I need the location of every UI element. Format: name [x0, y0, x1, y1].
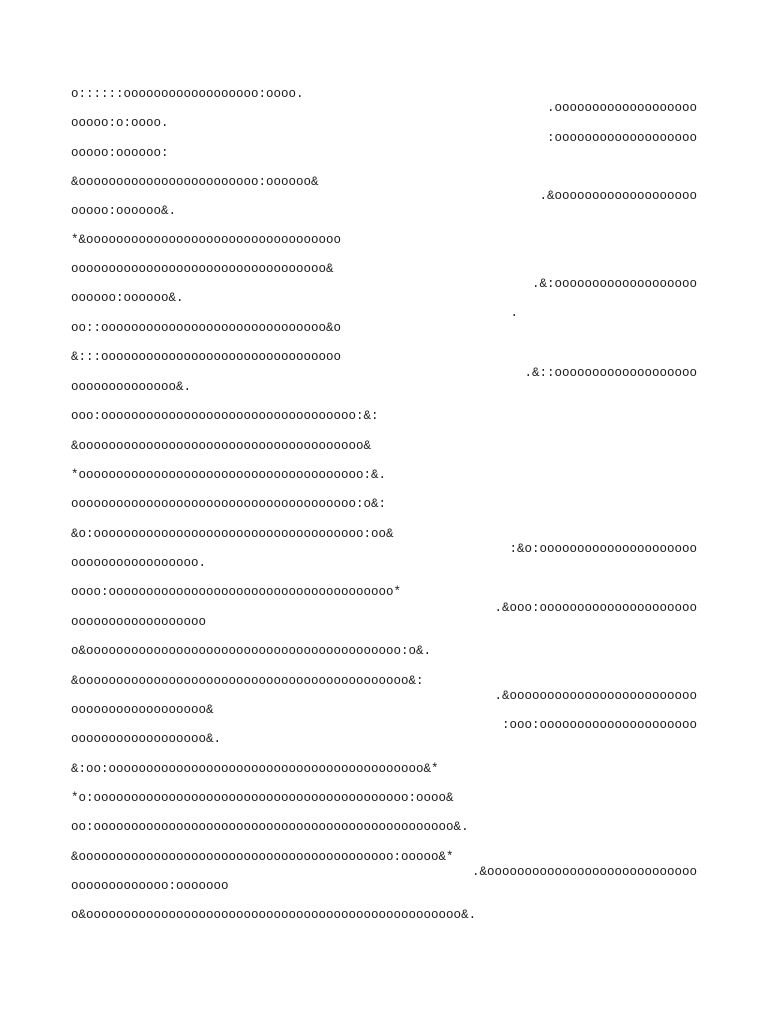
- text-line: ooooooooooooooooo.: [71, 556, 207, 570]
- text-line: .&ooooooooooooooooooo: [539, 189, 697, 203]
- text-line: ooo:oooooooooooooooooooooooooooooooooo:&:: [71, 409, 379, 423]
- text-line: &oooooooooooooooooooooooooooooooooooooooooo:ooooo&*: [71, 850, 454, 864]
- text-line: oooooo:oooooo&.: [71, 291, 184, 305]
- text-line: :ooooooooooooooooooo: [546, 131, 697, 145]
- text-line: *&oooooooooooooooooooooooooooooooooo: [71, 233, 342, 247]
- text-line: &oooooooooooooooooooooooooooooooooooooooooooo&:: [71, 674, 424, 688]
- text-line: .&::ooooooooooooooooooo: [524, 366, 697, 380]
- text-line: oo::oooooooooooooooooooooooooooooo&o: [71, 321, 342, 335]
- text-line: o::::::oooooooooooooooooo:oooo.: [71, 87, 304, 101]
- text-line: .&oooooooooooooooooooooooooooo: [471, 865, 697, 879]
- text-line: :&o:ooooooooooooooooooooo: [509, 542, 697, 556]
- text-line: oooooooooooooooooooooooooooooooooooooo:o&:: [71, 497, 387, 511]
- text-line: oooooooooooooooooooooooooooooooooo&: [71, 262, 334, 276]
- text-line: &oooooooooooooooooooooooo:oooooo&: [71, 175, 319, 189]
- text-line: .&:ooooooooooooooooooo: [531, 277, 697, 291]
- text-line: .&ooooooooooooooooooooooooo: [494, 689, 697, 703]
- text-line: &o:oooooooooooooooooooooooooooooooooooo:oo&: [71, 527, 394, 541]
- text-line: .&ooo:ooooooooooooooooooooo: [494, 601, 697, 615]
- text-line: oooo:oooooooooooooooooooooooooooooooooooooo*: [71, 585, 402, 599]
- text-line: ooooooooooooo:ooooooo: [71, 879, 229, 893]
- text-line: ooooo:oooooo&.: [71, 204, 177, 218]
- text-line: o&oooooooooooooooooooooooooooooooooooooooooo:o&.: [71, 644, 432, 658]
- text-line: o&oooooooooooooooooooooooooooooooooooooooooooooooooo&.: [71, 908, 477, 922]
- text-line: oo:oooooooooooooooooooooooooooooooooooooooooooooooo&.: [71, 820, 469, 834]
- text-line: &:::oooooooooooooooooooooooooooooooo: [71, 350, 342, 364]
- text-line: .: [510, 306, 518, 320]
- text-line: ooooo:oooooo:: [71, 146, 169, 160]
- text-line: *o:oooooooooooooooooooooooooooooooooooooooooo:oooo&: [71, 791, 454, 805]
- text-line: oooooooooooooooooo&.: [71, 732, 222, 746]
- text-line: &:oo:oooooooooooooooooooooooooooooooooooooooooo&*: [71, 762, 439, 776]
- text-line: :ooo:ooooooooooooooooooooo: [501, 718, 697, 732]
- text-line: &oooooooooooooooooooooooooooooooooooooo&: [71, 439, 372, 453]
- text-line: *oooooooooooooooooooooooooooooooooooooo:&.: [71, 468, 387, 482]
- text-line: oooooooooooooooooo: [71, 615, 207, 629]
- text-line: oooooooooooooo&.: [71, 380, 192, 394]
- text-line: ooooo:o:oooo.: [71, 116, 169, 130]
- text-line: .ooooooooooooooooooo: [546, 101, 697, 115]
- text-line: oooooooooooooooooo&: [71, 703, 214, 717]
